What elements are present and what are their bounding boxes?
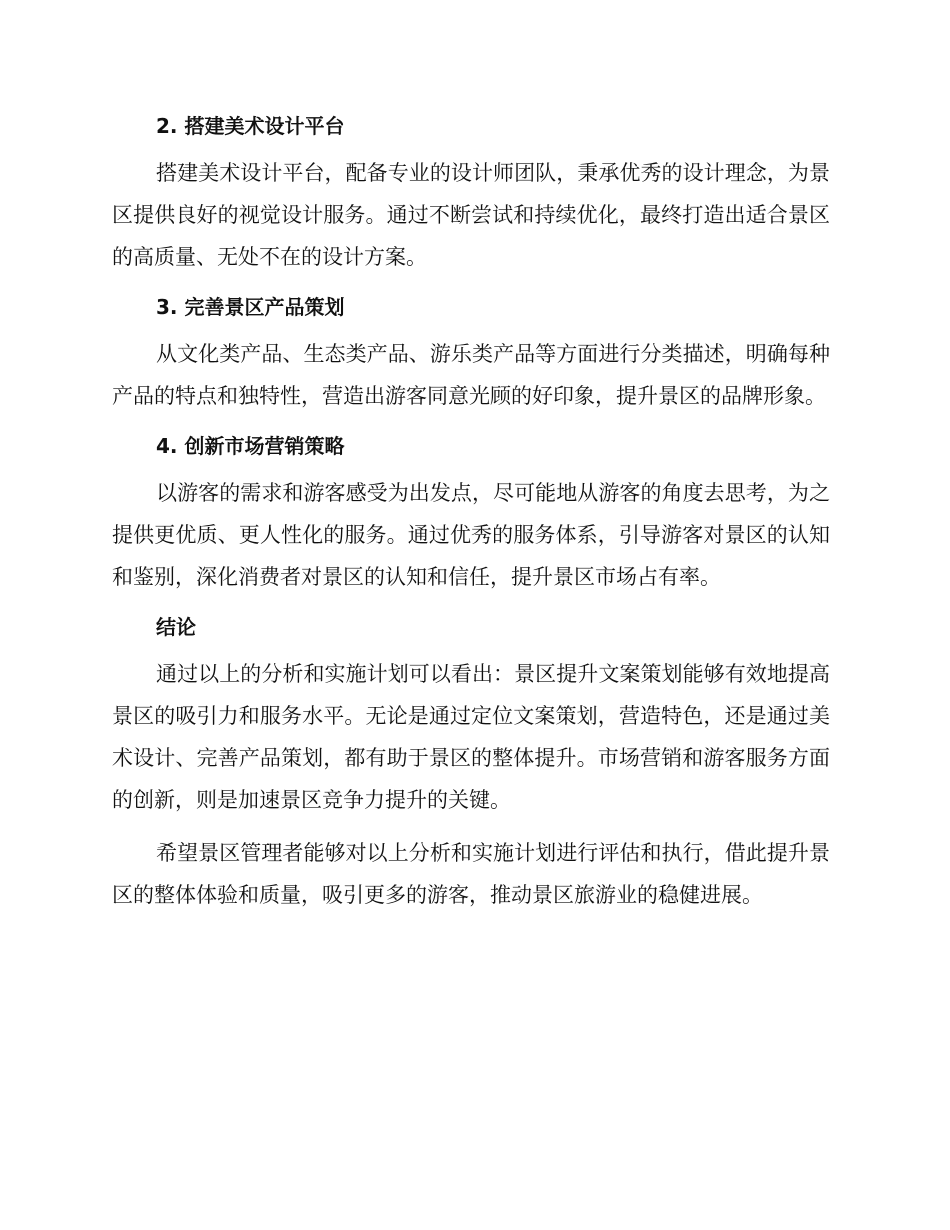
section-paragraph: 搭建美术设计平台，配备专业的设计师团队，秉承优秀的设计理念，为景区提供良好的视觉设计服务。通过不断尝试和持续优化，最终打造出适合景区的高质量、无处不在的设计方案。 (112, 161, 830, 269)
section-design-platform (112, 108, 830, 278)
section-heading: 2. 搭建美术设计平台 (156, 114, 345, 138)
document-page (112, 108, 830, 927)
section-paragraph: 以游客的需求和游客感受为出发点，尽可能地从游客的角度去思考，为之提供更优质、更人性化的服务。通过优秀的服务体系，引导游客对景区的认知和鉴别，深化消费者对景区的认知和信任，提升景区市场占有率。 (112, 481, 830, 589)
section-conclusion (112, 609, 830, 916)
section-heading: 3. 完善景区产品策划 (156, 295, 345, 319)
section-paragraph: 通过以上的分析和实施计划可以看出：景区提升文案策划能够有效地提高景区的吸引力和服务水平。无论是通过定位文案策划，营造特色，还是通过美术设计、完善产品策划，都有助于景区的整体提升。市场营销和游客服务方面的创新，则是加速景区竞争力提升的关键。 (112, 662, 830, 812)
section-heading: 4. 创新市场营销策略 (156, 434, 345, 458)
section-paragraph: 从文化类产品、生态类产品、游乐类产品等方面进行分类描述，明确每种产品的特点和独特性，营造出游客同意光顾的好印象，提升景区的品牌形象。 (112, 342, 830, 408)
section-paragraph: 希望景区管理者能够对以上分析和实施计划进行评估和执行，借此提升景区的整体体验和质量，吸引更多的游客，推动景区旅游业的稳健进展。 (112, 841, 830, 907)
section-heading: 结论 (156, 615, 196, 639)
section-marketing-strategy (112, 428, 830, 598)
section-product-planning (112, 289, 830, 417)
